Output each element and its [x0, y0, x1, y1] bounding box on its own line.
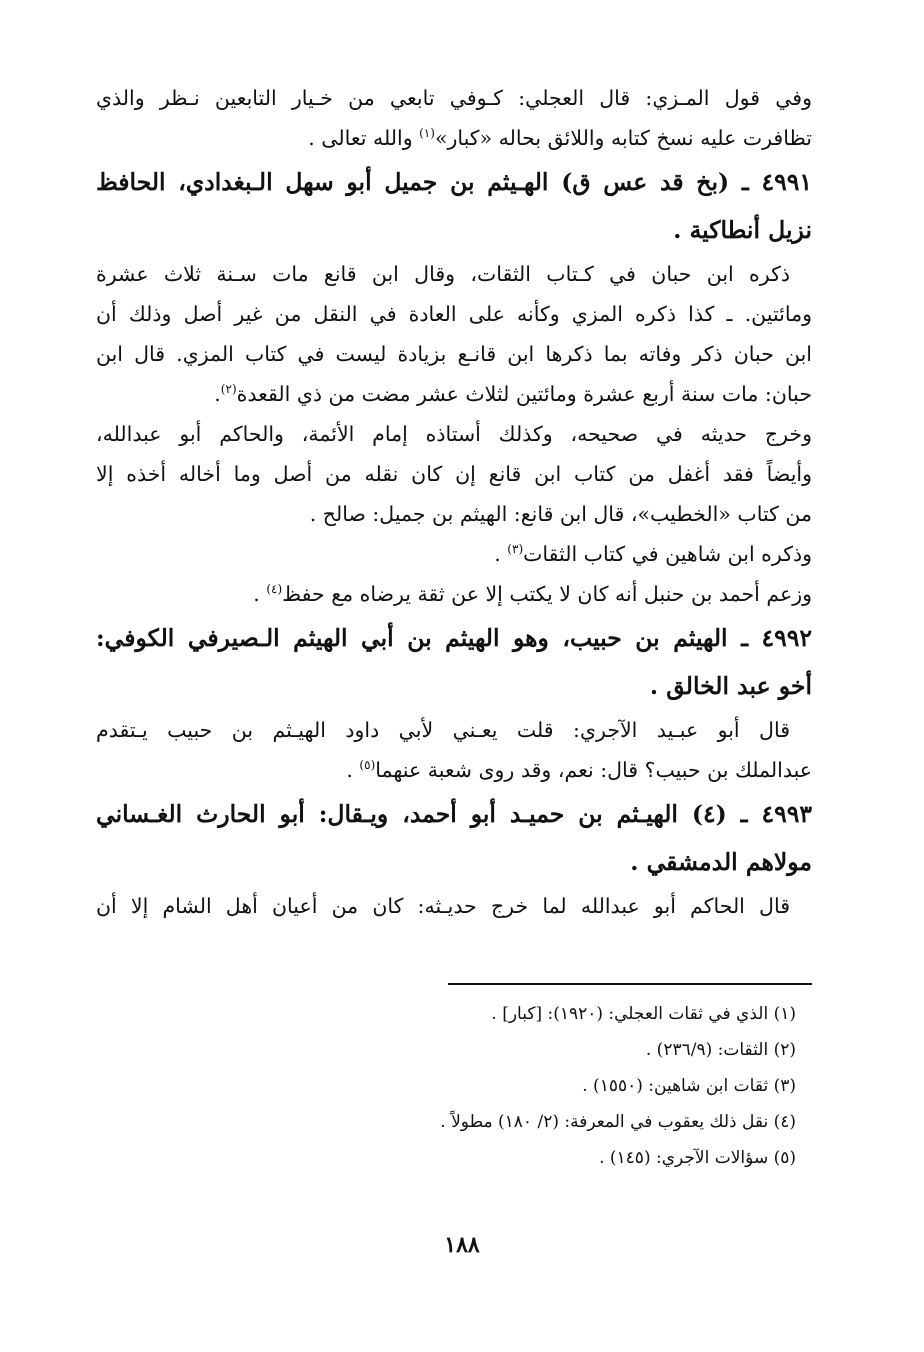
text-line [96, 414, 812, 454]
text-line [96, 886, 812, 926]
text-line [96, 78, 812, 118]
line-text: أخو عبد الخالق . [649, 672, 812, 700]
text-line [96, 750, 812, 790]
line-text: عبدالملك بن حبيب؟ قال: نعم، وقد روى شعبة عنهما [375, 758, 812, 782]
line-text: تظافرت عليه نسخ كتابه واللائق بحاله «كبار» [434, 126, 812, 150]
line-text: وزعم أحمد بن حنبل أنه كان لا يكتب إلا عن ثقة يرضاه مع حفظ [282, 582, 812, 606]
entry-heading-line [96, 790, 812, 838]
main-text [96, 78, 812, 926]
footnote-reference: (٥) [359, 758, 376, 773]
line-text: قال أبو عبـيد الآجري: قلت يعـني لأبي داود الهيـثم بن حبيب يـتقدم [96, 718, 790, 742]
line-text: قال الحاكم أبو عبدالله لما خرج حديـثه: كان من أعيان أهل الشام إلا أن [96, 894, 790, 918]
text-line [96, 494, 812, 534]
footnote-reference: (٢) [220, 382, 237, 397]
line-text: ذكره ابن حبان في كـتاب الثقات، وقال ابن قانع مات سـنة ثلاث عشرة [96, 262, 790, 286]
text-line [96, 254, 812, 294]
footnote-item: (٥) سؤالات الآجري: (١٤٥) . [599, 1148, 796, 1168]
line-text: مولاهم الدمشقي . [630, 848, 812, 876]
line-tail: . [253, 582, 267, 606]
text-line [96, 294, 812, 334]
text-line [96, 710, 812, 750]
footnote-divider [448, 983, 812, 985]
line-text: وذكره ابن شاهين في كتاب الثقات [523, 542, 812, 566]
entry-heading-line [96, 662, 812, 710]
line-text: ومائتين. ـ كذا ذكره المزي وكأنه على العادة في النقل من غير أصل وذلك أن [96, 302, 812, 326]
entry-heading-line [96, 206, 812, 254]
text-line [96, 118, 812, 158]
line-text: حبان: مات سنة أربع عشرة ومائتين لثلاث عشر مضت من ذي القعدة [236, 382, 812, 406]
text-line [96, 334, 812, 374]
line-text: وخرج حديثه في صحيحه، وكذلك أستاذه إمام الأئمة، والحاكم أبو عبدالله، [96, 422, 812, 446]
text-line [96, 374, 812, 414]
line-text: ٤٩٩٣ ـ (٤) الهيـثم بن حميـد أبو أحمد، ويـقال: أبو الحارث الغـساني [96, 800, 812, 828]
text-line [96, 534, 812, 574]
line-tail: . [214, 382, 221, 406]
footnote-reference: (٤) [266, 582, 283, 597]
footnote-item: (١) الذي في ثقات العجلي: (١٩٢٠): [كبار] . [491, 1004, 796, 1024]
line-tail: . [494, 542, 508, 566]
footnotes [96, 996, 796, 1176]
line-text: وأيضاً فقد أغفل من كتاب ابن قانع إن كان نقله من أصل وما أخاله أخذه إلا [96, 462, 812, 486]
line-text: من كتاب «الخطيب»، قال ابن قانع: الهيثم بن جميل: صالح . [309, 502, 812, 526]
footnote-reference: (٣) [507, 542, 524, 557]
footnote-reference: (١) [419, 126, 435, 141]
line-text: ٤٩٩٢ ـ الهيثم بن حبيب، وهو الهيثم بن أبي الهيثم الـصيرفي الكوفي: [96, 624, 812, 652]
entry-heading-line [96, 838, 812, 886]
footnote-item: (٣) ثقات ابن شاهين: (١٥٥٠) . [582, 1076, 796, 1096]
text-line [96, 454, 812, 494]
entry-heading-line [96, 158, 812, 206]
line-tail: والله تعالى . [308, 126, 420, 150]
line-text: ٤٩٩١ ـ (بخ قد عس ق) الهـيثم بن جميل أبو سهل الـبغدادي، الحافظ [96, 168, 812, 196]
footnote-item: (٤) نقل ذلك يعقوب في المعرفة: (٢/ ١٨٠) مطولاً . [440, 1112, 796, 1132]
line-text: وفي قول المـزي: قال العجلي: كـوفي تابعي من خـيار التابعين نـظر والذي [96, 86, 812, 110]
entry-heading-line [96, 614, 812, 662]
text-line [96, 574, 812, 614]
page-number: ١٨٨ [444, 1232, 480, 1258]
line-tail: . [346, 758, 360, 782]
line-text: ابن حبان ذكر وفاته بما ذكرها ابن قانـع بزيادة ليست في كتاب المزي. قال ابن [96, 342, 812, 366]
line-text: نزيل أنطاكية . [673, 216, 812, 244]
footnote-item: (٢) الثقات: (٢٣٦/٩) . [645, 1040, 796, 1060]
